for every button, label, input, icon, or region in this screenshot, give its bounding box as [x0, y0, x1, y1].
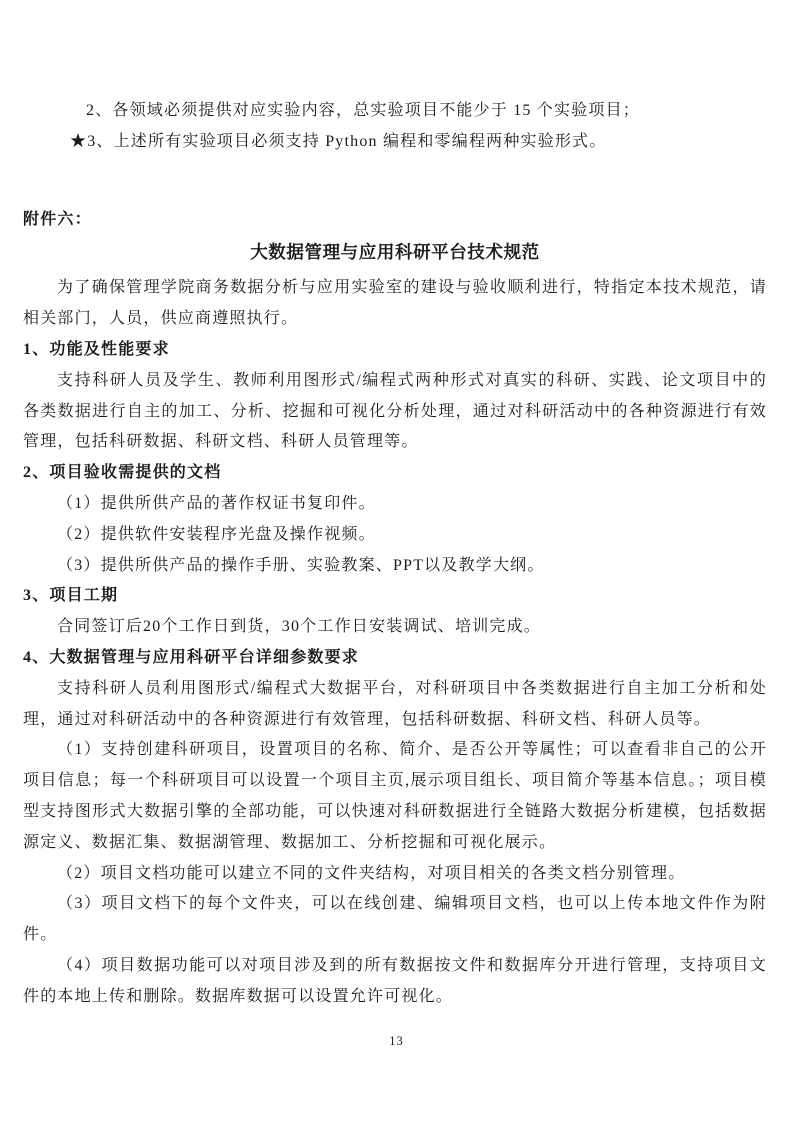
section-4-item-4: （4）项目数据功能可以对项目涉及到的所有数据按文件和数据库分开进行管理，支持项目文件的本地上传和删除。数据库数据可以设置允许可视化。: [23, 956, 767, 1005]
section-3-paragraph: 合同签订后20个工作日到货，30个工作日安装调试、培训完成。: [57, 618, 542, 636]
section-4-item-1: （1）支持创建科研项目，设置项目的名称、简介、是否公开等属性；可以查看非自己的公开项目信息；每一个科研项目可以设置一个项目主页,展示项目组长、项目简介等基本信息。；项目模型支持图形式大数据引擎的全部功能，可以快速对科研数据进行全链路大数据分析建模，包括数据源定义、数据汇集、数据湖管理、数据加工、分析挖掘和可视化展示。: [23, 741, 767, 851]
intro-paragraph: 为了确保管理学院商务数据分析与应用实验室的建设与验收顺利进行，特指定本技术规范，请相关部门，人员，供应商遵照执行。: [23, 279, 767, 328]
section-4-item-3: （3）项目文档下的每个文件夹，可以在线创建、编辑项目文档，也可以上传本地文件作为附件。: [23, 895, 767, 944]
page-number: 13: [389, 1034, 404, 1048]
document-title: 大数据管理与应用科研平台技术规范: [250, 242, 540, 263]
section-heading-1: 1、功能及性能要求: [23, 340, 170, 358]
attachment-label: 附件六：: [23, 210, 92, 228]
section-2-item-2: （2）提供软件安装程序光盘及操作视频。: [57, 525, 376, 543]
section-1-paragraph: 支持科研人员及学生、教师利用图形式/编程式两种形式对真实的科研、实践、论文项目中的各类数据进行自主的加工、分析、挖掘和可视化分析处理，通过对科研活动中的各种资源进行有效管理，包括科研数据、科研文档、科研人员管理等。: [23, 371, 767, 451]
section-4-intro-paragraph: 支持科研人员利用图形式/编程式大数据平台，对科研项目中各类数据进行自主加工分析和处理，通过对科研活动中的各种资源进行有效管理，包括科研数据、科研文档、科研人员等。: [23, 679, 767, 728]
list-item-2: 2、各领域必须提供对应实验内容，总实验项目不能少于 15 个实验项目；: [86, 102, 641, 119]
section-heading-3: 3、项目工期: [23, 587, 119, 605]
section-heading-4: 4、大数据管理与应用科研平台详细参数要求: [23, 648, 360, 666]
section-2-item-3: （3）提供所供产品的操作手册、实验教案、PPT以及教学大纲。: [57, 556, 545, 574]
section-heading-2: 2、项目验收需提供的文档: [23, 464, 222, 482]
list-item-3-starred: ★3、上述所有实验项目必须支持 Python 编程和零编程两种实验形式。: [70, 132, 607, 150]
section-4-item-2: （2）项目文档功能可以建立不同的文件夹结构，对项目相关的各类文档分别管理。: [57, 864, 686, 882]
section-2-item-1: （1）提供所供产品的著作权证书复印件。: [57, 494, 376, 512]
